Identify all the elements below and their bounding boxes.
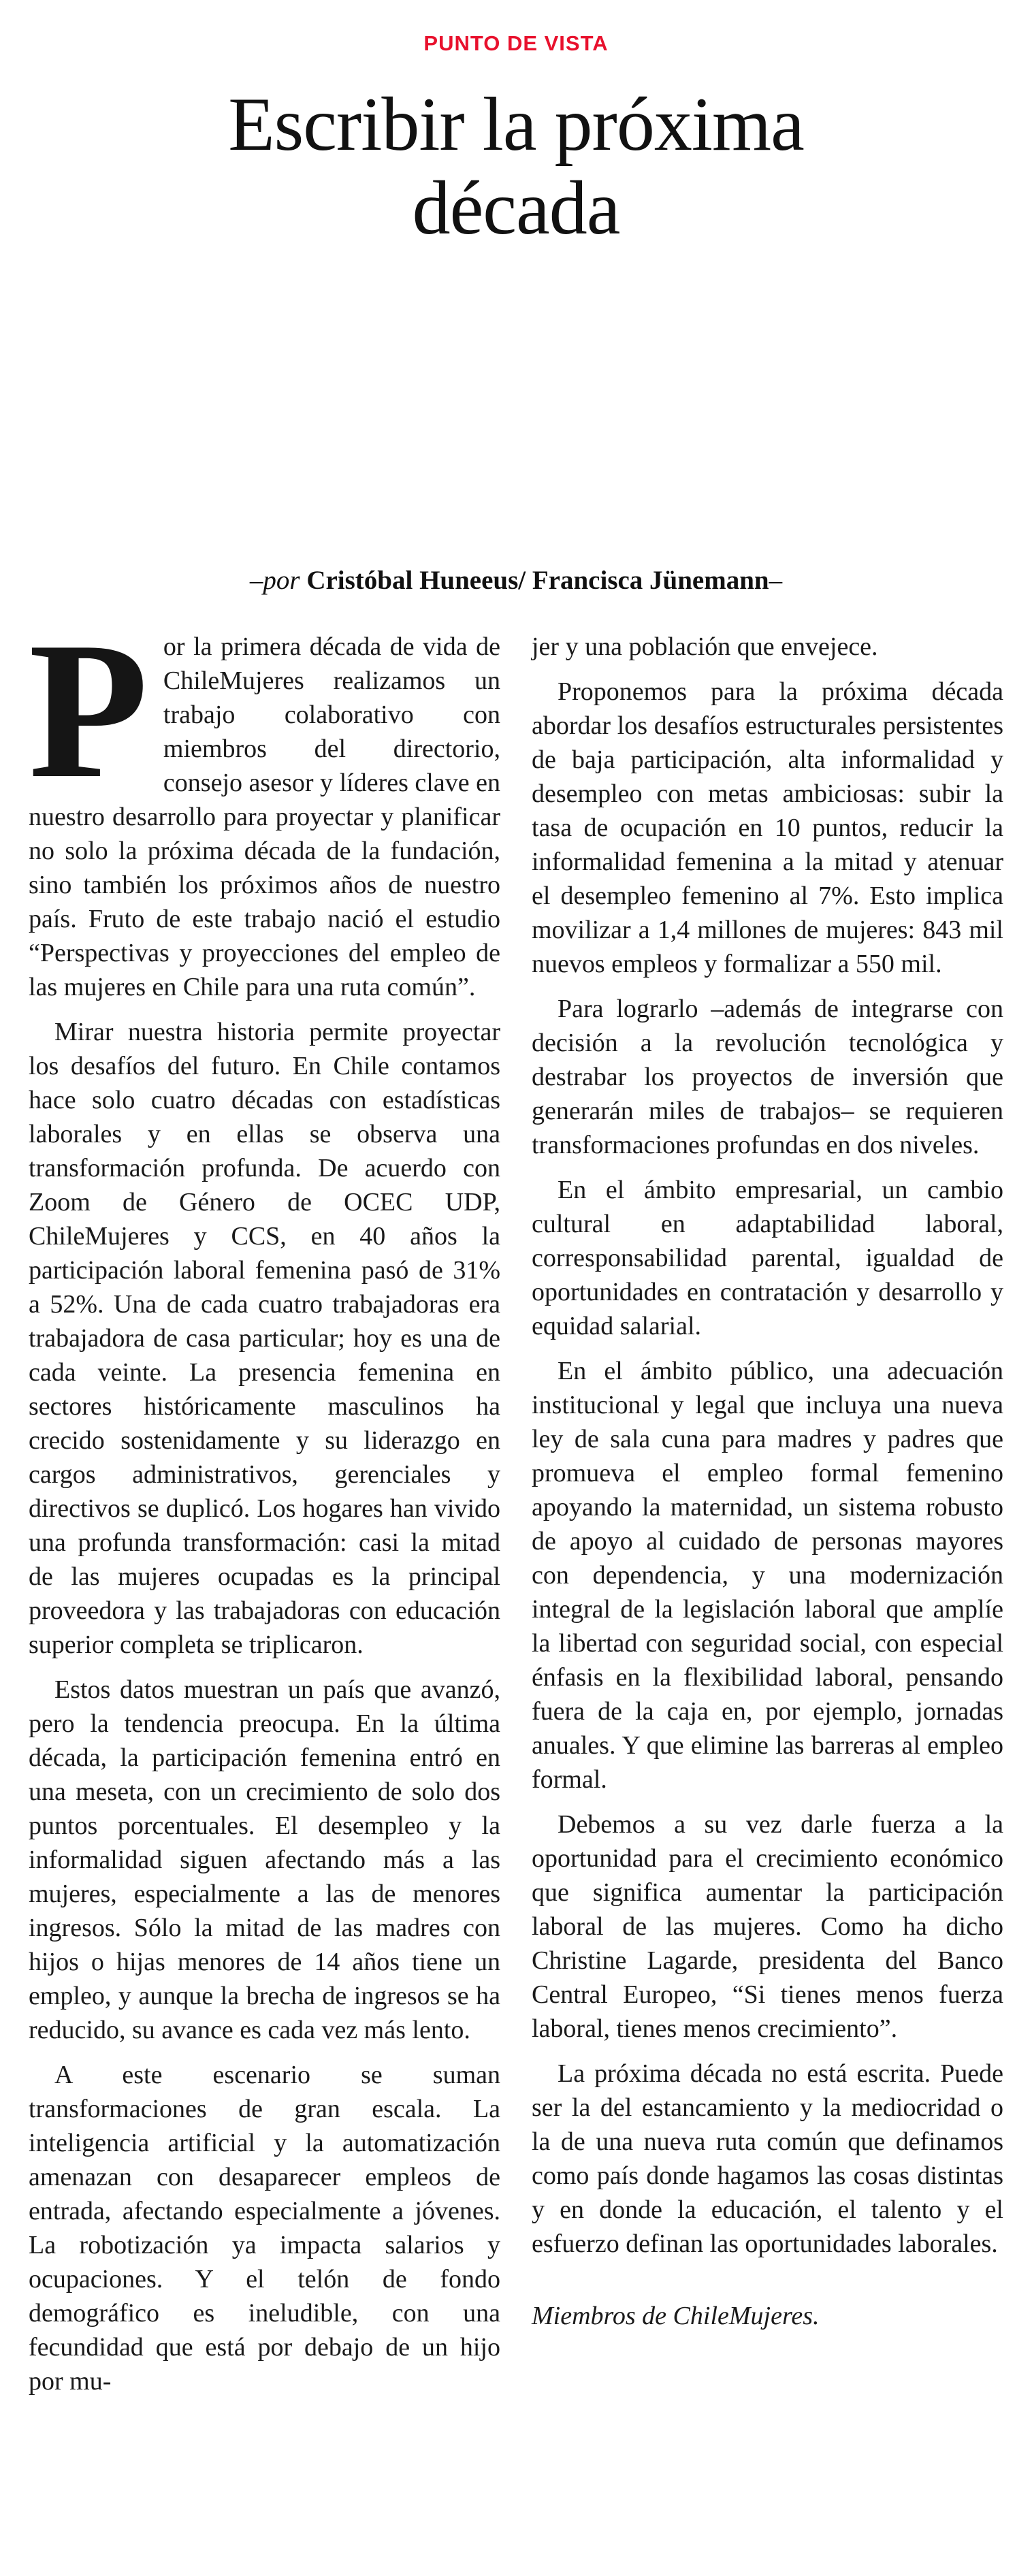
title-line-2: década [412,166,620,251]
article-paragraph: La próxima década no está escrita. Puede ser la del estancamiento y la mediocridad o la de una nueva ruta común que definamos como país donde hagamos las cosas distintas y en donde la educación, el talento y el esfuerzo definan las oportunidades laborales. [532,2059,1003,2259]
article-paragraph: A este escenario se suman transformaciones de gran escala. La inteligencia artificial y la automatización amenazan con desaparecer empleos de entrada, afectando especialmente a jóvenes. La robotización ya impacta salarios y ocupaciones. Y el telón de fondo demográfico es ineludible, con una fecundidad que está por debajo de un hijo por mu- [29,2061,500,2396]
paragraph-text: or la primera década de vida de ChileMujeres realizamos un trabajo colaborativo con miembros del directorio, consejo asesor y líderes clave en nuestro desarrollo para proyectar y planificar no solo la próxima década de la fundación, sino también los próximos años de nuestro país. Fruto de este trabajo nació el estudio “Perspectivas y proyecciones del empleo de las mujeres en Chile para una ruta común”. [29,632,500,1002]
column-left [29,602,500,2409]
title-line-1: Escribir la próxima [228,82,804,167]
article-paragraph: Mirar nuestra historia permite proyectar los desafíos del futuro. En Chile contamos hace solo cuatro décadas con estadísticas laborales y en ellas se observa una transformación profunda. De acuerdo con Zoom de Género de OCEC UDP, ChileMujeres y CCS, en 40 años la participación laboral femenina pasó de 31% a 52%. Una de cada cuatro trabajadoras era trabajadora de casa particular; hoy es una de cada veinte. La presencia femenina en sectores históricamente masculinos ha crecido sostenidamente y su liderazgo en cargos administrativos, gerenciales y directivos se duplicó. Los hogares han vivido una profunda transformación: casi la mitad de las mujeres ocupadas es la principal proveedora y las trabajadoras con educación superior completa se triplicaron. [29,1018,500,1660]
section-kicker: PUNTO DE VISTA [423,31,609,55]
article-paragraph: En el ámbito empresarial, un cambio cultural en adaptabilidad laboral, corresponsabilidad parental, igualdad de oportunidades en contratación y desarrollo y equidad salarial. [532,1176,1003,1341]
article-title [29,83,1003,251]
article-paragraph: En el ámbito público, una adecuación institucional y legal que incluya una nueva ley de sala cuna para madres y padres que promueva el empleo formal femenino apoyando la maternidad, un sistema robusto de apoyo al cuidado de personas mayores con dependencia, y una modernización integral de la legislación laboral que amplíe la libertad con seguridad social, con especial énfasis en la flexibilidad laboral, pensando fuera de la caja en, por ejemplo, jornadas anuales. Y que elimine las barreras al empleo formal. [532,1357,1003,1794]
article-paragraph [29,602,500,1004]
byline [29,565,1003,596]
byline-suffix: – [769,566,783,596]
article-paragraph: Para lograrlo –además de integrarse con decisión a la revolución tecnológica y destrabar los proyectos de inversión que generarán miles de trabajos– se requieren transformaciones profundas en dos niveles. [532,995,1003,1160]
article-paragraph: Estos datos muestran un país que avanzó, pero la tendencia preocupa. En la última década, la participación femenina entró en una meseta, con un crecimiento de solo dos puntos porcentuales. El desempleo y la informalidad siguen afectando más a las mujeres, especialmente a las de menores ingresos. Sólo la mitad de las madres con hijos o hijas menores de 14 años tiene un empleo, y aunque la brecha de ingresos se ha reducido, su avance es cada vez más lento. [29,1675,500,2045]
byline-prefix: –por [249,566,307,596]
column-right [532,630,1003,2409]
article-paragraph: Proponemos para la próxima década abordar los desafíos estructurales persistentes de baja participación, alta informalidad y desempleo con metas ambiciosas: subir la tasa de ocupación en 10 puntos, reducir la informalidad femenina a la mitad y atenuar el desempleo femenino al 7%. Esto implica movilizar a 1,4 millones de mujeres: 843 mil nuevos empleos y formalizar a 550 mil. [532,677,1003,979]
article-paragraph: Debemos a su vez darle fuerza a la oportunidad para el crecimiento económico que significa aumentar la participación laboral de las mujeres. Como ha dicho Christine Lagarde, presidenta del Banco Central Europeo, “Si tienes menos fuerza laboral, tienes menos crecimiento”. [532,1810,1003,2044]
article-page [29,0,1003,2409]
article-paragraph: jer y una población que envejece. [532,632,878,662]
article-signature: Miembros de ChileMujeres. [532,2302,820,2331]
byline-authors: Cristóbal Huneeus/ Francisca Jünemann [306,566,769,596]
drop-cap: P [29,602,148,820]
article-body [29,602,1003,2409]
